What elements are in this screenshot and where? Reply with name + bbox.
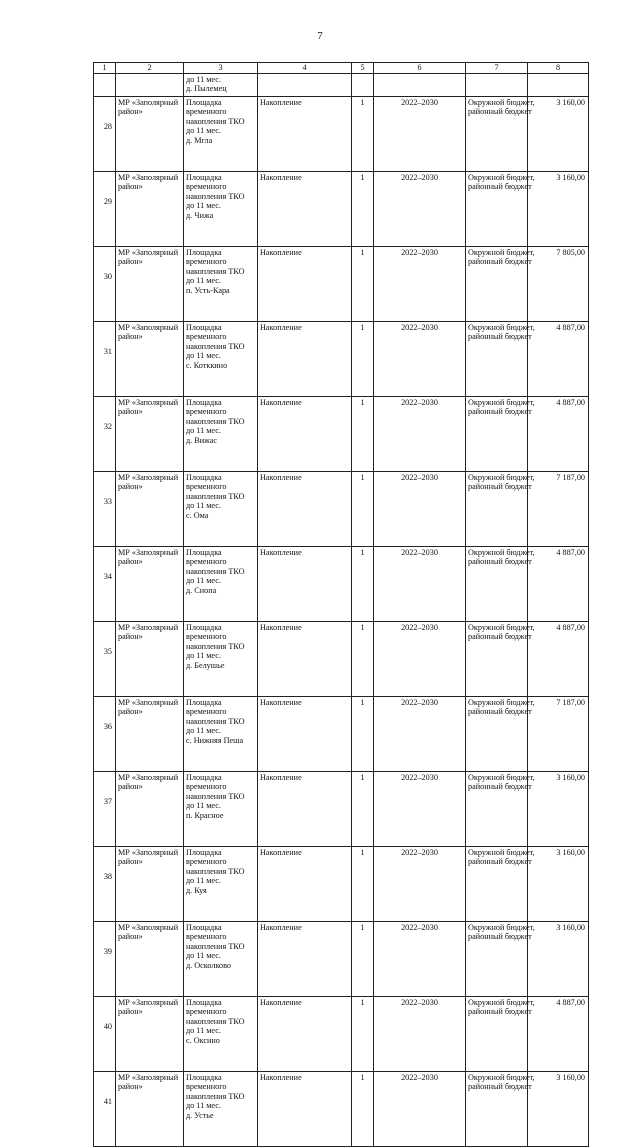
site-line: Площадка xyxy=(186,997,222,1007)
district-cell xyxy=(116,846,184,921)
site-cell xyxy=(184,96,258,171)
district-line: район» xyxy=(118,407,143,417)
source-line: Окружной бюджет, xyxy=(468,1072,535,1082)
source-line: районный бюджет xyxy=(468,782,532,792)
site-line: Площадка xyxy=(186,547,222,557)
district-line: район» xyxy=(118,857,143,867)
row-number: 34 xyxy=(94,546,116,621)
period-cell: 2022–2030 xyxy=(374,996,466,1071)
district-line: район» xyxy=(118,332,143,342)
type-cell: Накопление xyxy=(258,396,352,471)
district-line: МР «Заполярный xyxy=(118,472,179,482)
district-line: район» xyxy=(118,482,143,492)
table-row xyxy=(94,246,589,321)
site-line: Площадка xyxy=(186,247,222,257)
site-cell xyxy=(184,471,258,546)
row-number: 30 xyxy=(94,246,116,321)
site-line: до 11 мес. xyxy=(186,951,221,961)
qty-cell: 1 xyxy=(352,171,374,246)
table-row xyxy=(94,396,589,471)
type-cell: Накопление xyxy=(258,996,352,1071)
site-line: до 11 мес. xyxy=(186,501,221,511)
site-line: Площадка xyxy=(186,472,222,482)
site-line: до 11 мес. xyxy=(186,126,221,136)
qty-cell: 1 xyxy=(352,1071,374,1146)
period-cell: 2022–2030 xyxy=(374,846,466,921)
header-row xyxy=(94,63,589,74)
district-line: район» xyxy=(118,707,143,717)
site-cell xyxy=(184,321,258,396)
district-line: район» xyxy=(118,782,143,792)
district-cell xyxy=(116,921,184,996)
cell-site xyxy=(184,73,258,96)
type-cell: Накопление xyxy=(258,921,352,996)
funding-source-cell xyxy=(466,546,535,621)
district-line: МР «Заполярный xyxy=(118,247,179,257)
period-cell: 2022–2030 xyxy=(374,246,466,321)
period-cell: 2022–2030 xyxy=(374,546,466,621)
qty-cell: 1 xyxy=(352,321,374,396)
site-location: д. Куя xyxy=(186,885,207,895)
site-line: накопления ТКО xyxy=(186,116,245,126)
district-line: МР «Заполярный xyxy=(118,547,179,557)
source-line: районный бюджет xyxy=(468,482,532,492)
type-cell: Накопление xyxy=(258,321,352,396)
site-location: с. Котккино xyxy=(186,360,228,370)
table-row xyxy=(94,471,589,546)
page-number: 7 xyxy=(317,30,323,42)
site-location: д. Снопа xyxy=(186,585,217,595)
source-line: Окружной бюджет, xyxy=(468,697,535,707)
period-cell: 2022–2030 xyxy=(374,171,466,246)
district-cell xyxy=(116,546,184,621)
qty-cell: 1 xyxy=(352,96,374,171)
amount-cell: 4 887,00 xyxy=(528,546,589,621)
table-row xyxy=(94,171,589,246)
amount-cell: 3 160,00 xyxy=(528,1071,589,1146)
site-location: п. Красное xyxy=(186,810,224,820)
site-location: д. Осколково xyxy=(186,960,231,970)
site-line: временного xyxy=(186,857,227,867)
source-line: районный бюджет xyxy=(468,332,532,342)
qty-cell: 1 xyxy=(352,621,374,696)
source-line: районный бюджет xyxy=(468,632,532,642)
site-cell xyxy=(184,846,258,921)
district-cell xyxy=(116,471,184,546)
type-cell: Накопление xyxy=(258,96,352,171)
column-header: 6 xyxy=(374,63,466,74)
type-cell: Накопление xyxy=(258,1071,352,1146)
district-line: район» xyxy=(118,182,143,192)
column-header: 8 xyxy=(528,63,589,74)
type-cell: Накопление xyxy=(258,621,352,696)
funding-source-cell xyxy=(466,471,535,546)
district-line: район» xyxy=(118,1007,143,1017)
site-line: временного xyxy=(186,107,227,117)
cell-number xyxy=(94,73,116,96)
source-line: районный бюджет xyxy=(468,1082,532,1092)
site-location: с. Оксино xyxy=(186,1035,220,1045)
site-line: Площадка xyxy=(186,397,222,407)
funding-source-cell xyxy=(466,846,535,921)
site-line: накопления ТКО xyxy=(186,416,245,426)
table-row xyxy=(94,921,589,996)
table-row xyxy=(94,621,589,696)
source-line: Окружной бюджет, xyxy=(468,622,535,632)
district-cell xyxy=(116,96,184,171)
site-line: накопления ТКО xyxy=(186,1016,245,1026)
site-line: накопления ТКО xyxy=(186,641,245,651)
source-line: районный бюджет xyxy=(468,407,532,417)
district-line: МР «Заполярный xyxy=(118,997,179,1007)
row-number: 41 xyxy=(94,1071,116,1146)
period-cell: 2022–2030 xyxy=(374,1071,466,1146)
site-line: до 11 мес. xyxy=(186,726,221,736)
site-line: Площадка xyxy=(186,172,222,182)
site-line: накопления ТКО xyxy=(186,866,245,876)
amount-cell: 4 887,00 xyxy=(528,396,589,471)
source-line: Окружной бюджет, xyxy=(468,847,535,857)
site-location: д. Белушье xyxy=(186,660,225,670)
period-cell: 2022–2030 xyxy=(374,396,466,471)
site-cell xyxy=(184,546,258,621)
district-line: район» xyxy=(118,1082,143,1092)
column-header: 2 xyxy=(116,63,184,74)
site-line: временного xyxy=(186,632,227,642)
site-line: временного xyxy=(186,182,227,192)
row-number: 29 xyxy=(94,171,116,246)
district-line: район» xyxy=(118,557,143,567)
amount-cell: 7 805,00 xyxy=(528,246,589,321)
type-cell: Накопление xyxy=(258,846,352,921)
period-cell: 2022–2030 xyxy=(374,96,466,171)
table-body xyxy=(94,63,589,1147)
funding-source-cell xyxy=(466,1071,535,1146)
qty-cell: 1 xyxy=(352,396,374,471)
period-cell: 2022–2030 xyxy=(374,471,466,546)
site-line: Площадка xyxy=(186,697,222,707)
site-cell xyxy=(184,771,258,846)
amount-cell: 7 187,00 xyxy=(528,696,589,771)
type-cell: Накопление xyxy=(258,171,352,246)
source-line: районный бюджет xyxy=(468,1007,532,1017)
amount-cell: 3 160,00 xyxy=(528,771,589,846)
funding-source-cell xyxy=(466,396,535,471)
site-line: временного xyxy=(186,557,227,567)
row-number: 28 xyxy=(94,96,116,171)
funding-source-cell xyxy=(466,921,535,996)
site-location: д. Вижас xyxy=(186,435,218,445)
district-line: МР «Заполярный xyxy=(118,697,179,707)
site-line: накопления ТКО xyxy=(186,941,245,951)
district-cell xyxy=(116,621,184,696)
site-location: с. Ома xyxy=(186,510,209,520)
site-line: накопления ТКО xyxy=(186,341,245,351)
source-line: районный бюджет xyxy=(468,857,532,867)
source-line: Окружной бюджет, xyxy=(468,772,535,782)
site-location: п. Усть-Кара xyxy=(186,285,230,295)
amount-cell: 4 887,00 xyxy=(528,996,589,1071)
district-cell xyxy=(116,696,184,771)
column-header: 5 xyxy=(352,63,374,74)
amount-cell: 3 160,00 xyxy=(528,921,589,996)
site-line: временного xyxy=(186,1082,227,1092)
source-line: Окружной бюджет, xyxy=(468,322,535,332)
site-cell xyxy=(184,996,258,1071)
row-number: 39 xyxy=(94,921,116,996)
site-cell xyxy=(184,171,258,246)
site-cell xyxy=(184,246,258,321)
funding-source-cell xyxy=(466,321,535,396)
period-cell: 2022–2030 xyxy=(374,621,466,696)
site-line: накопления ТКО xyxy=(186,791,245,801)
column-header: 1 xyxy=(94,63,116,74)
column-header: 7 xyxy=(466,63,528,74)
site-line: временного xyxy=(186,482,227,492)
district-cell xyxy=(116,771,184,846)
facilities-table xyxy=(93,62,589,1147)
type-cell: Накопление xyxy=(258,696,352,771)
cell-type xyxy=(258,73,352,96)
site-line: Площадка xyxy=(186,622,222,632)
site-line: Площадка xyxy=(186,322,222,332)
table-row xyxy=(94,696,589,771)
site-line: до 11 мес. xyxy=(186,1101,221,1111)
site-cell xyxy=(184,1071,258,1146)
cell-district xyxy=(116,73,184,96)
funding-source-cell xyxy=(466,771,535,846)
source-line: Окружной бюджет, xyxy=(468,247,535,257)
qty-cell: 1 xyxy=(352,921,374,996)
period-cell: 2022–2030 xyxy=(374,921,466,996)
district-cell xyxy=(116,321,184,396)
source-line: районный бюджет xyxy=(468,557,532,567)
funding-source-cell xyxy=(466,96,535,171)
district-line: МР «Заполярный xyxy=(118,397,179,407)
site-location: д. Чижа xyxy=(186,210,214,220)
funding-source-cell xyxy=(466,246,535,321)
site-line: до 11 мес. xyxy=(186,801,221,811)
site-cell xyxy=(184,621,258,696)
site-location: д. Устье xyxy=(186,1110,214,1120)
site-line: временного xyxy=(186,1007,227,1017)
cell-period xyxy=(374,73,466,96)
type-cell: Накопление xyxy=(258,471,352,546)
site-line: до 11 мес. xyxy=(186,74,221,84)
site-line: накопления ТКО xyxy=(186,566,245,576)
district-line: МР «Заполярный xyxy=(118,97,179,107)
district-line: МР «Заполярный xyxy=(118,772,179,782)
funding-source-cell xyxy=(466,696,535,771)
cell-amount xyxy=(528,73,589,96)
qty-cell: 1 xyxy=(352,471,374,546)
source-line: районный бюджет xyxy=(468,107,532,117)
site-cell xyxy=(184,921,258,996)
table-row xyxy=(94,771,589,846)
source-line: Окружной бюджет, xyxy=(468,472,535,482)
funding-source-cell xyxy=(466,996,535,1071)
source-line: районный бюджет xyxy=(468,257,532,267)
site-line: до 11 мес. xyxy=(186,351,221,361)
type-cell: Накопление xyxy=(258,771,352,846)
site-line: Площадка xyxy=(186,922,222,932)
table-row xyxy=(94,546,589,621)
amount-cell: 4 887,00 xyxy=(528,621,589,696)
site-line: до 11 мес. xyxy=(186,576,221,586)
site-line: временного xyxy=(186,257,227,267)
district-cell xyxy=(116,246,184,321)
period-cell: 2022–2030 xyxy=(374,696,466,771)
qty-cell: 1 xyxy=(352,696,374,771)
row-number: 36 xyxy=(94,696,116,771)
site-line: Площадка xyxy=(186,847,222,857)
site-line: до 11 мес. xyxy=(186,876,221,886)
qty-cell: 1 xyxy=(352,546,374,621)
amount-cell: 3 160,00 xyxy=(528,96,589,171)
row-number: 33 xyxy=(94,471,116,546)
district-line: МР «Заполярный xyxy=(118,1072,179,1082)
qty-cell: 1 xyxy=(352,246,374,321)
district-line: МР «Заполярный xyxy=(118,847,179,857)
district-line: район» xyxy=(118,632,143,642)
source-line: районный бюджет xyxy=(468,932,532,942)
source-line: Окружной бюджет, xyxy=(468,997,535,1007)
site-line: временного xyxy=(186,707,227,717)
table-row xyxy=(94,96,589,171)
site-location: д. Мгла xyxy=(186,135,213,145)
source-line: районный бюджет xyxy=(468,182,532,192)
site-line: Площадка xyxy=(186,1072,222,1082)
source-line: Окружной бюджет, xyxy=(468,922,535,932)
amount-cell: 3 160,00 xyxy=(528,846,589,921)
column-header: 4 xyxy=(258,63,352,74)
funding-source-cell xyxy=(466,171,535,246)
cell-qty xyxy=(352,73,374,96)
site-line: накопления ТКО xyxy=(186,191,245,201)
site-line: до 11 мес. xyxy=(186,1026,221,1036)
site-cell xyxy=(184,396,258,471)
district-cell xyxy=(116,996,184,1071)
type-cell: Накопление xyxy=(258,246,352,321)
site-line: Площадка xyxy=(186,772,222,782)
site-line: временного xyxy=(186,782,227,792)
district-line: МР «Заполярный xyxy=(118,622,179,632)
source-line: Окружной бюджет, xyxy=(468,97,535,107)
site-line: д. Пылемец xyxy=(186,84,227,94)
site-cell xyxy=(184,696,258,771)
district-cell xyxy=(116,396,184,471)
table-row xyxy=(94,321,589,396)
amount-cell: 7 187,00 xyxy=(528,471,589,546)
period-cell: 2022–2030 xyxy=(374,771,466,846)
site-line: временного xyxy=(186,332,227,342)
type-cell: Накопление xyxy=(258,546,352,621)
district-cell xyxy=(116,1071,184,1146)
district-line: МР «Заполярный xyxy=(118,172,179,182)
continuation-row xyxy=(94,73,589,96)
source-line: Окружной бюджет, xyxy=(468,547,535,557)
qty-cell: 1 xyxy=(352,771,374,846)
site-line: временного xyxy=(186,407,227,417)
amount-cell: 4 887,00 xyxy=(528,321,589,396)
site-line: до 11 мес. xyxy=(186,201,221,211)
district-line: район» xyxy=(118,107,143,117)
source-line: Окружной бюджет, xyxy=(468,172,535,182)
site-line: Площадка xyxy=(186,97,222,107)
site-location: с. Нижняя Пеша xyxy=(186,735,244,745)
site-line: накопления ТКО xyxy=(186,491,245,501)
table-row xyxy=(94,996,589,1071)
column-header: 3 xyxy=(184,63,258,74)
district-line: МР «Заполярный xyxy=(118,322,179,332)
site-line: до 11 мес. xyxy=(186,276,221,286)
district-line: район» xyxy=(118,932,143,942)
site-line: накопления ТКО xyxy=(186,266,245,276)
source-line: районный бюджет xyxy=(468,707,532,717)
cell-source xyxy=(466,73,528,96)
qty-cell: 1 xyxy=(352,996,374,1071)
amount-cell: 3 160,00 xyxy=(528,171,589,246)
district-line: МР «Заполярный xyxy=(118,922,179,932)
row-number: 38 xyxy=(94,846,116,921)
table-row xyxy=(94,1071,589,1146)
site-line: накопления ТКО xyxy=(186,716,245,726)
site-line: до 11 мес. xyxy=(186,426,221,436)
site-line: накопления ТКО xyxy=(186,1091,245,1101)
row-number: 40 xyxy=(94,996,116,1071)
funding-source-cell xyxy=(466,621,535,696)
site-line: временного xyxy=(186,932,227,942)
period-cell: 2022–2030 xyxy=(374,321,466,396)
site-line: до 11 мес. xyxy=(186,651,221,661)
row-number: 31 xyxy=(94,321,116,396)
district-line: район» xyxy=(118,257,143,267)
district-cell xyxy=(116,171,184,246)
source-line: Окружной бюджет, xyxy=(468,397,535,407)
row-number: 37 xyxy=(94,771,116,846)
table-row xyxy=(94,846,589,921)
qty-cell: 1 xyxy=(352,846,374,921)
row-number: 32 xyxy=(94,396,116,471)
row-number: 35 xyxy=(94,621,116,696)
